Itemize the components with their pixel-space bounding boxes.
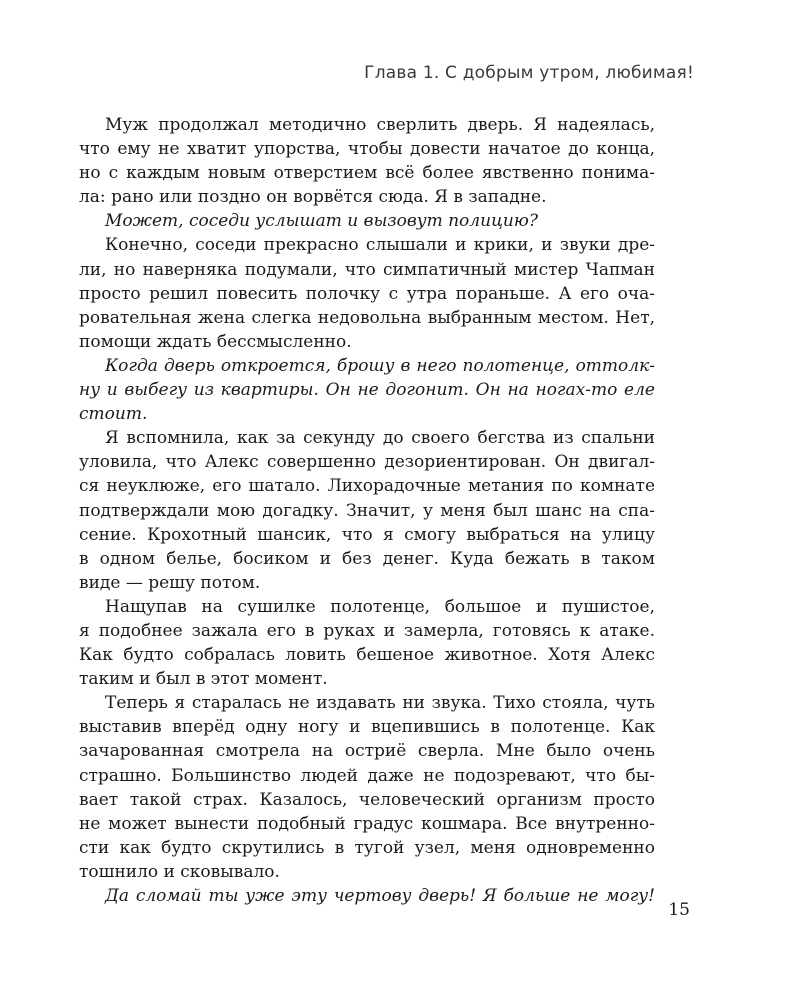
text-line: помощи ждать бессмысленно. — [79, 331, 352, 352]
running-head: Глава 1. С добрым утром, любимая! — [364, 63, 694, 83]
text-line: сти как будто скрутились в тугой узел, меня одновременно — [79, 837, 655, 858]
text-line: я подобнее зажала его в руках и замерла, готовясь к атаке. — [79, 620, 655, 641]
text-line: просто решил повесить полочку с утра пораньше. А его оча- — [79, 283, 655, 304]
body-text — [79, 113, 655, 908]
text-line: Как будто собралась ловить бешеное животное. Хотя Алекс — [79, 645, 655, 666]
text-line: Нащупав на сушилке полотенце, большое и пушистое, — [105, 596, 655, 617]
text-line: ся неуклюже, его шатало. Лихорадочные метания по комнате — [79, 476, 655, 497]
text-line: Конечно, соседи прекрасно слышали и крики, и звуки дре- — [105, 235, 655, 256]
text-line: ровательная жена слегка недовольна выбранным местом. Нет, — [79, 307, 655, 328]
text-line: ли, но наверняка подумали, что симпатичный мистер Чапман — [79, 259, 655, 280]
text-line: ла: рано или поздно он ворвётся сюда. Я в западне. — [79, 187, 547, 208]
text-line: но с каждым новым отверстием всё более явственно понима- — [79, 163, 655, 184]
italic-text-line: Да сломай ты уже эту чертову дверь! Я больше не могу! — [105, 886, 655, 906]
text-line: тошнило и сковывало. — [79, 861, 280, 882]
text-line: сение. Крохотный шансик, что я смогу выбраться на улицу — [79, 524, 655, 545]
text-line: не может вынести подобный градус кошмара. Все внутренно- — [79, 813, 655, 834]
text-line: в одном белье, босиком и без денег. Куда бежать в таком — [79, 548, 655, 569]
italic-text-line: стоит. — [79, 404, 148, 425]
text-line: таким и был в этот момент. — [79, 669, 328, 690]
text-line: подтверждали мою догадку. Значит, у меня был шанс на спа- — [79, 500, 655, 521]
text-line: уловила, что Алекс совершенно дезориентирован. Он двигал- — [79, 452, 655, 473]
italic-text-line: Когда дверь откроется, брошу в него полотенце, оттолк- — [105, 355, 655, 376]
text-line: выставив вперёд одну ногу и вцепившись в полотенце. Как — [79, 717, 655, 738]
italic-text-line: Может, соседи услышат и вызовут полицию? — [105, 211, 538, 232]
text-line: что ему не хватит упорства, чтобы довести начатое до конца, — [79, 139, 655, 160]
text-line: Я вспомнила, как за секунду до своего бегства из спальни — [105, 428, 655, 449]
text-line: зачарованная смотрела на остриё сверла. Мне было очень — [79, 741, 655, 762]
text-line: виде — решу потом. — [79, 572, 261, 593]
text-line: Муж продолжал методично сверлить дверь. Я надеялась, — [105, 115, 655, 135]
text-line: вает такой страх. Казалось, человеческий организм просто — [79, 789, 655, 810]
italic-text-line: ну и выбегу из квартиры. Он не догонит. Он на ногах-то еле — [79, 380, 655, 401]
page-number: 15 — [668, 900, 690, 920]
text-line: страшно. Большинство людей даже не подозревают, что бы- — [79, 765, 655, 786]
text-line: Теперь я старалась не издавать ни звука. Тихо стояла, чуть — [105, 693, 655, 714]
